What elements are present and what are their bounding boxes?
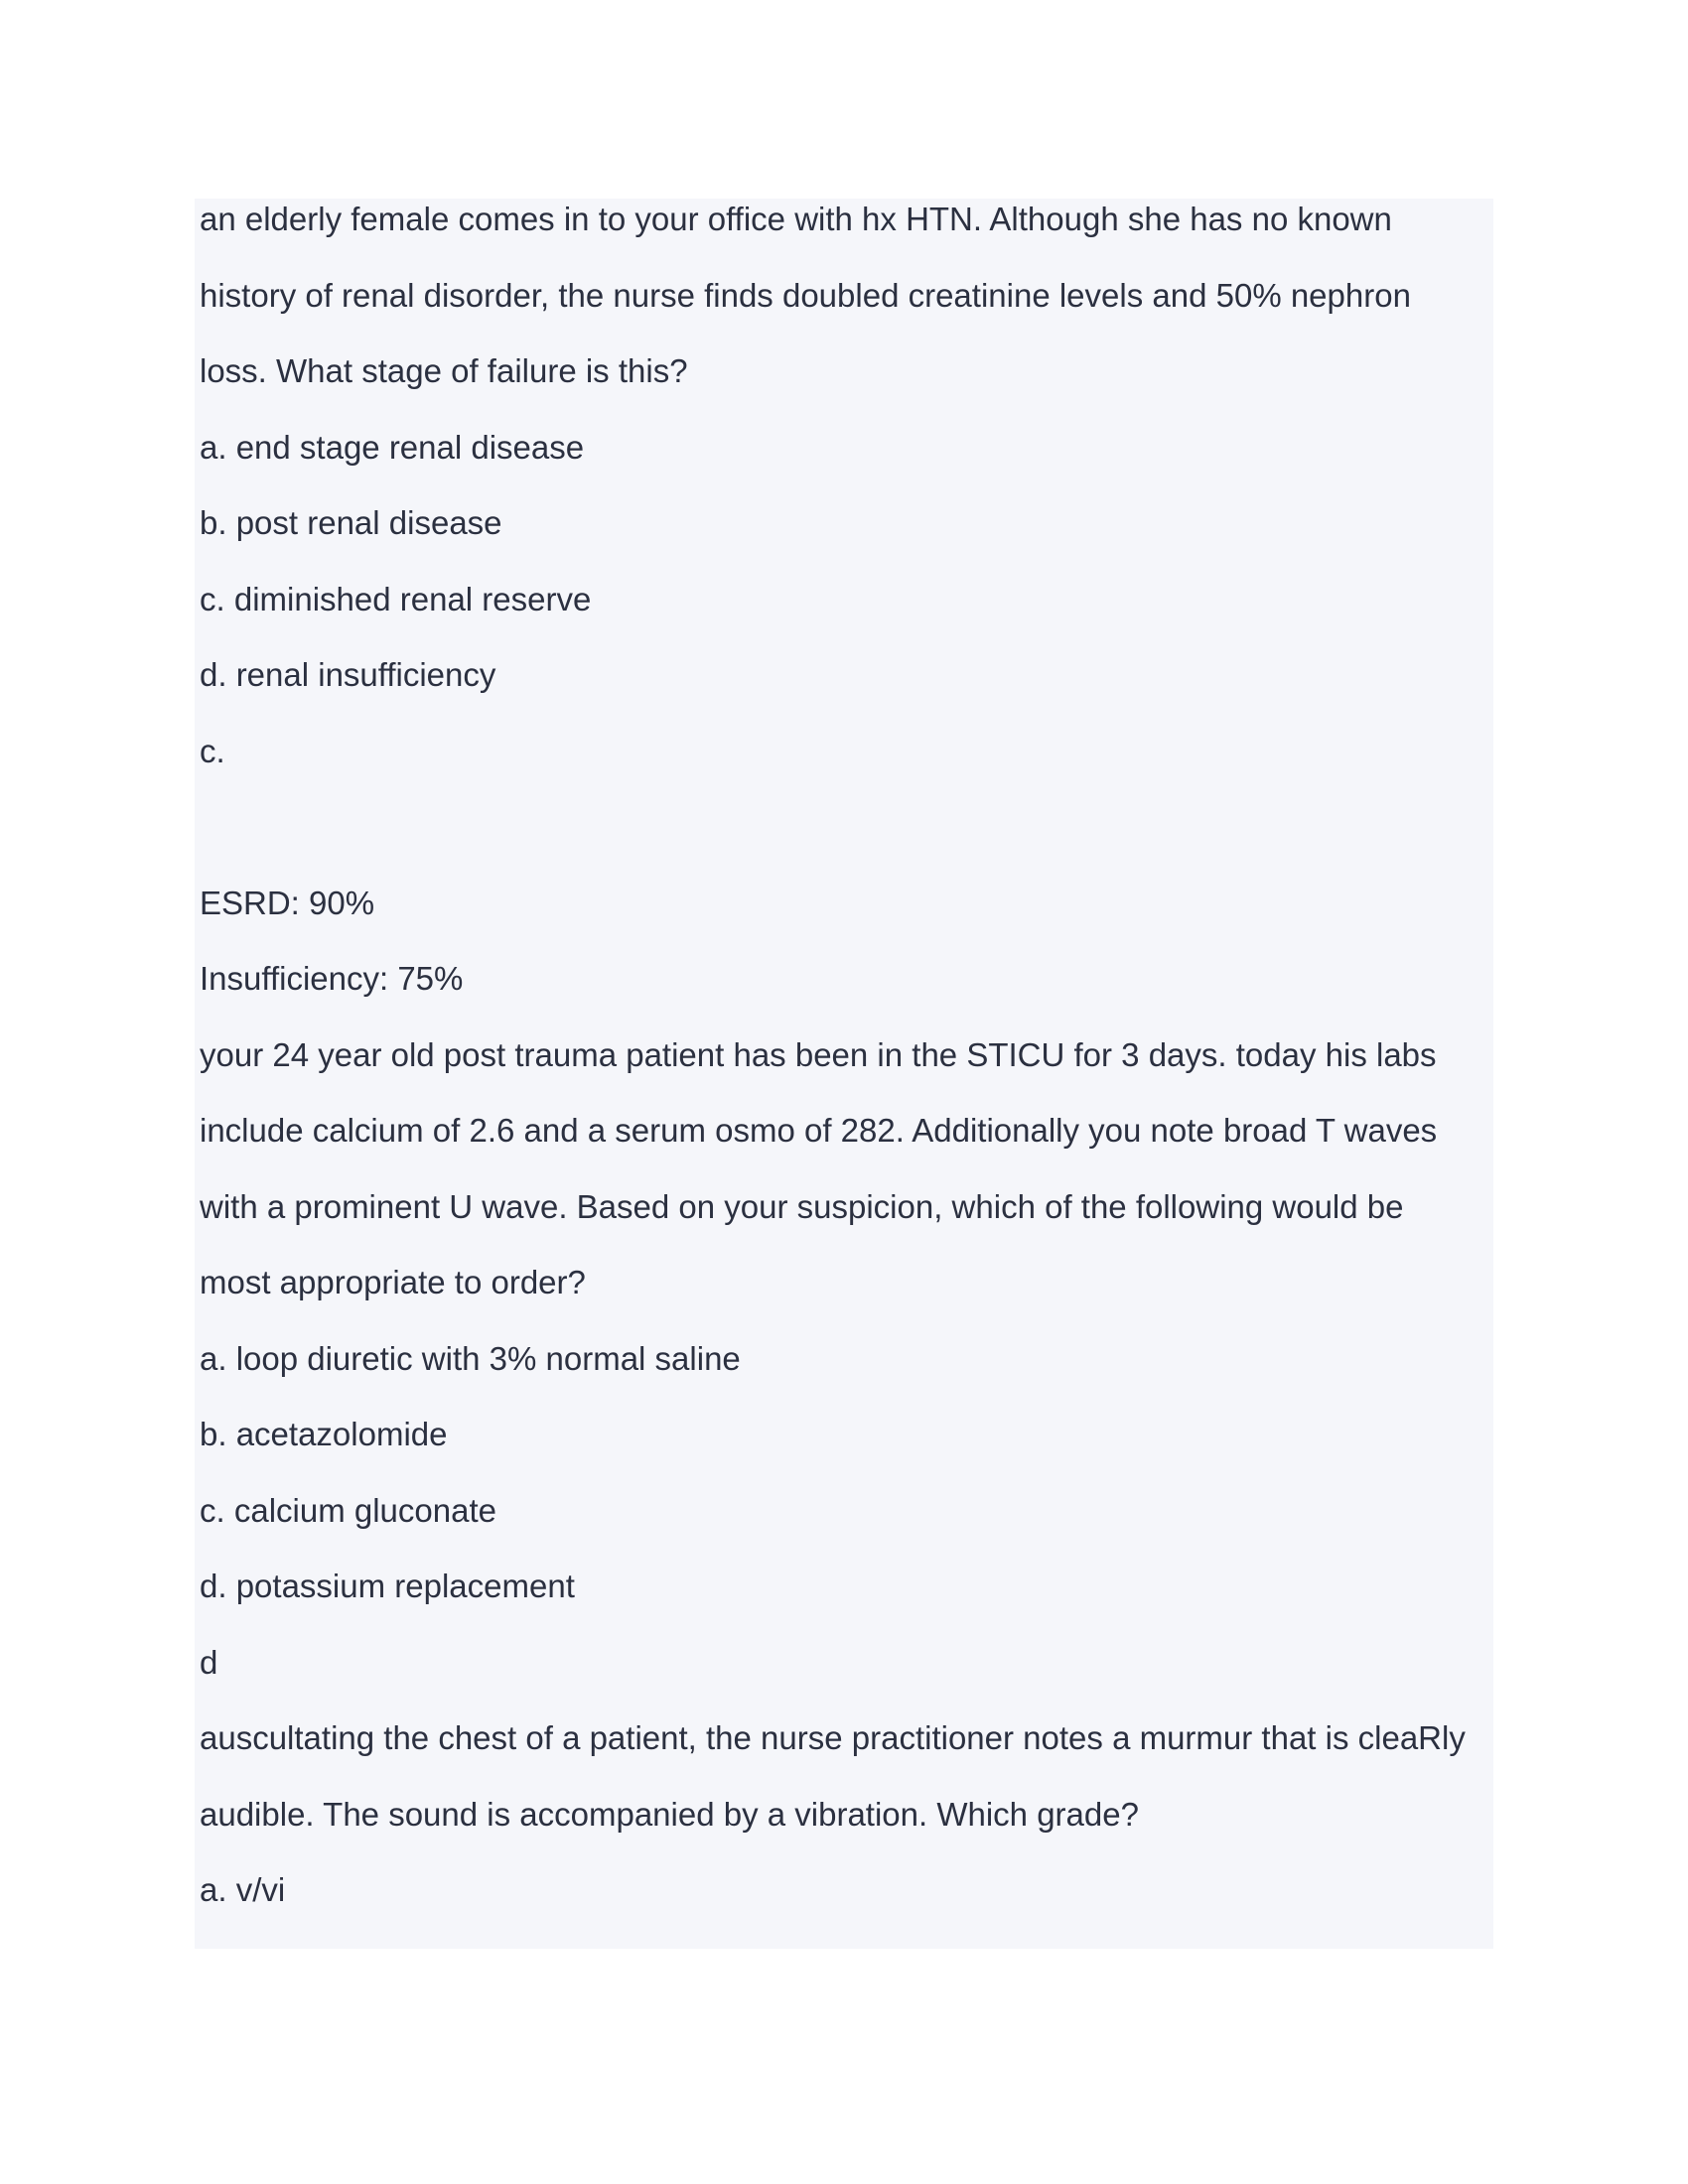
question-1-stem-line-3: loss. What stage of failure is this? [200, 352, 688, 389]
question-2-stem-line-2: include calcium of 2.6 and a serum osmo of 282. Additionally you note broad T waves [200, 1112, 1438, 1149]
question-1-option-d: d. renal insufficiency [200, 656, 496, 693]
question-1-stem-line-2: history of renal disorder, the nurse finds doubled creatinine levels and 50% nephron [200, 276, 1411, 314]
question-1-option-c: c. diminished renal reserve [200, 580, 592, 617]
question-2-option-a: a. loop diuretic with 3% normal saline [200, 1339, 741, 1377]
question-2-stem-line-4: most appropriate to order? [200, 1264, 586, 1300]
blank-line [200, 789, 1510, 866]
question-3-stem-line-1: auscultating the chest of a patient, the nurse practitioner notes a murmur that is cleaRly [200, 1719, 1466, 1756]
question-2-stem-line-3: with a prominent U wave. Based on your suspicion, which of the following would be [200, 1187, 1404, 1225]
note-insufficiency: Insufficiency: 75% [200, 960, 464, 997]
question-2-option-b: b. acetazolomide [200, 1416, 448, 1452]
question-2-option-d: d. potassium replacement [200, 1568, 575, 1604]
question-1-option-a: a. end stage renal disease [200, 428, 585, 466]
document-text [200, 182, 1510, 1929]
note-esrd: ESRD: 90% [200, 884, 375, 921]
question-1-answer: c. [200, 732, 225, 769]
question-3-option-a: a. v/vi [200, 1871, 286, 1908]
question-1-option-b: b. post renal disease [200, 504, 502, 541]
question-2-option-c: c. calcium gluconate [200, 1491, 496, 1529]
question-1-stem-line-1: an elderly female comes in to your office with hx HTN. Although she has no known [200, 201, 1392, 237]
question-3-stem-line-2: audible. The sound is accompanied by a vibration. Which grade? [200, 1795, 1139, 1833]
question-2-answer: d [200, 1643, 218, 1681]
question-2-stem-line-1: your 24 year old post trauma patient has been in the STICU for 3 days. today his labs [200, 1035, 1437, 1073]
